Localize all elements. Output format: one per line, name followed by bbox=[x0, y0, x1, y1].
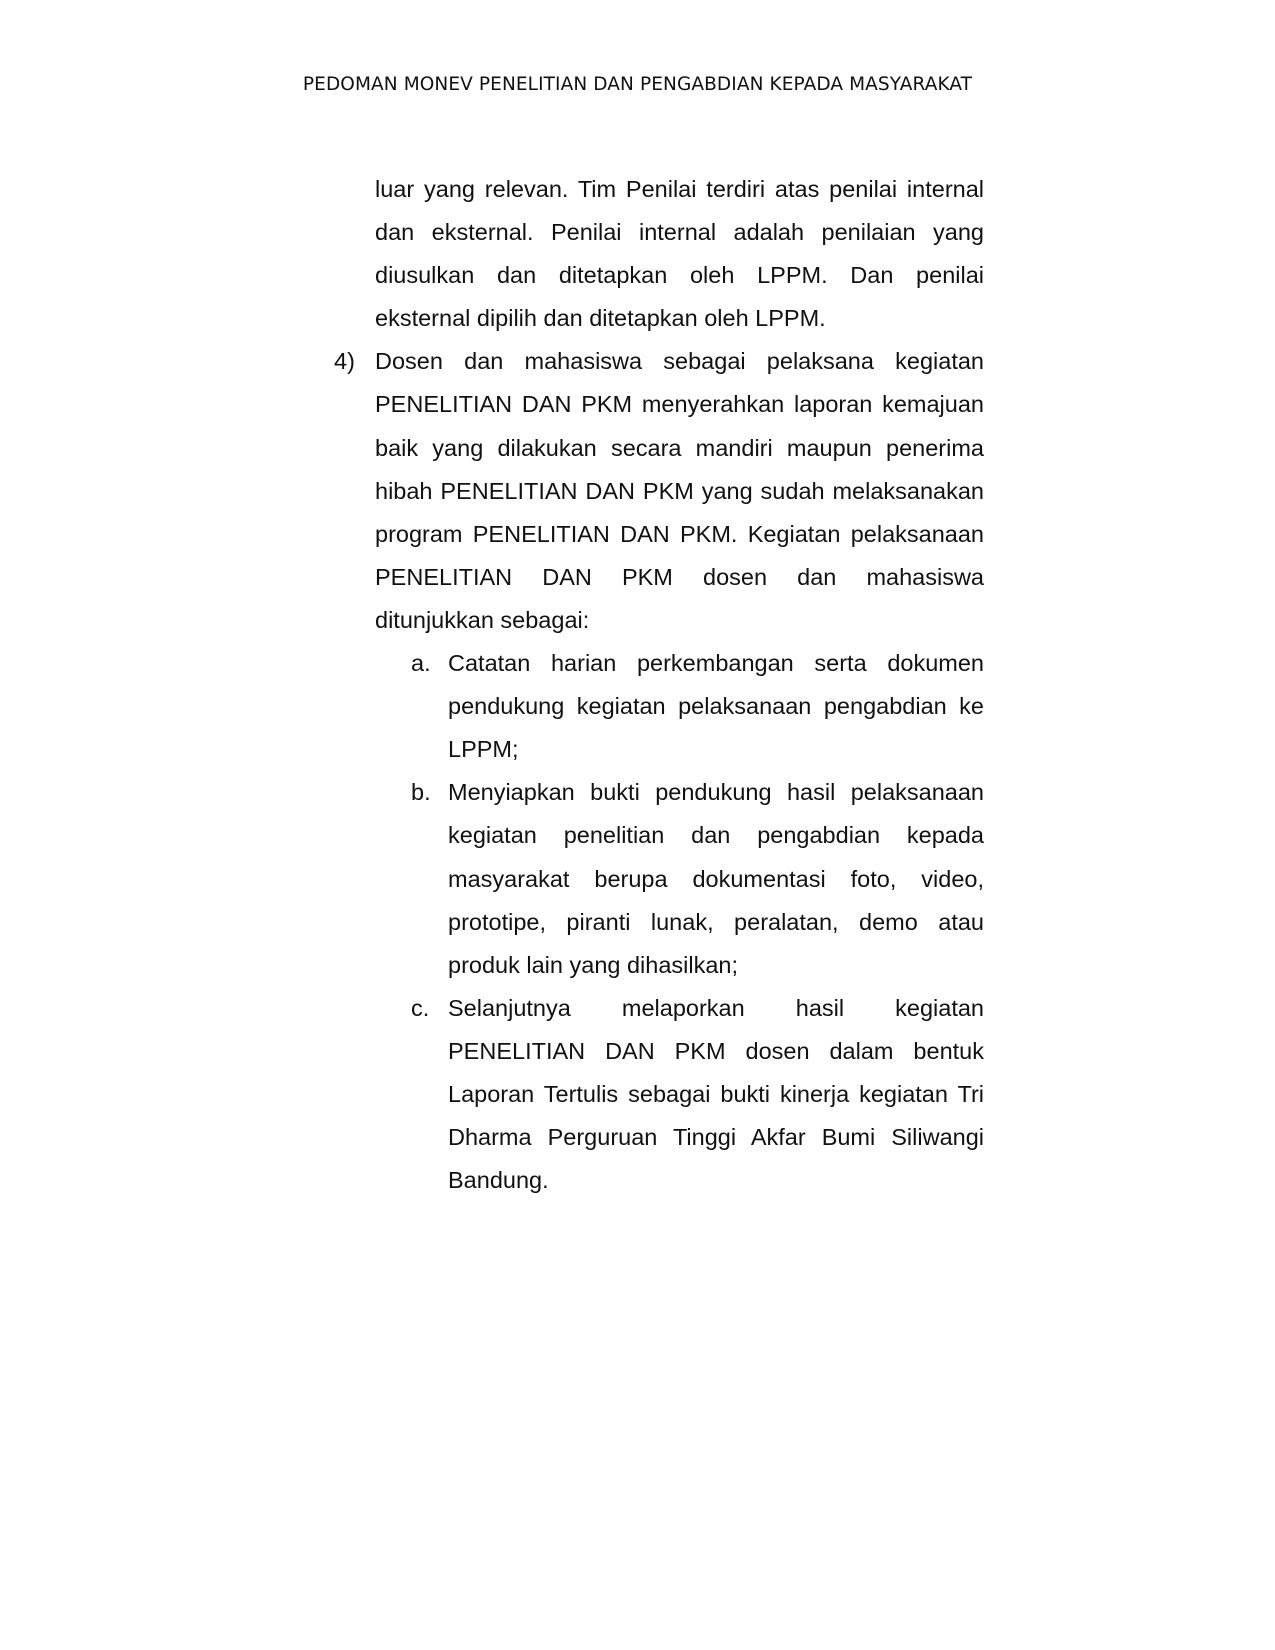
sub-item-c bbox=[334, 987, 984, 1202]
sub-item-text: Selanjutnya melaporkan hasil kegiatan PENELITIAN DAN PKM dosen dalam bentuk Laporan Tertulis sebagai bukti kinerja kegiatan Tri Dharma Perguruan Tinggi Akfar Bumi Siliwangi Bandung. bbox=[448, 994, 984, 1194]
list-item-number: 4) bbox=[334, 348, 355, 375]
sub-item-b bbox=[334, 771, 984, 986]
list-item-text: Dosen dan mahasiswa sebagai pelaksana kegiatan PENELITIAN DAN PKM menyerahkan laporan kemajuan baik yang dilakukan secara mandiri maupun penerima hibah PENELITIAN DAN PKM yang sudah melaksanakan program PENELITIAN DAN PKM. Kegiatan pelaksanaan PENELITIAN DAN PKM dosen dan mahasiswa ditunjukkan sebagai: bbox=[375, 348, 984, 633]
sub-item-text: Menyiapkan bukti pendukung hasil pelaksanaan kegiatan penelitian dan pengabdian kepada masyarakat berupa dokumentasi foto, video, prototipe, piranti lunak, peralatan, demo atau produk lain yang dihasilkan; bbox=[448, 779, 984, 978]
list-item-4 bbox=[334, 340, 984, 642]
sub-item-letter: a. bbox=[411, 650, 431, 677]
page-header: PEDOMAN MONEV PENELITIAN DAN PENGABDIAN KEPADA MASYARAKAT bbox=[302, 74, 973, 95]
continuation-paragraph: luar yang relevan. Tim Penilai terdiri atas penilai internal dan eksternal. Penilai internal adalah penilaian yang diusulkan dan ditetapkan oleh LPPM. Dan penilai eksternal dipilih dan ditetapkan oleh LPPM. bbox=[375, 176, 984, 332]
sub-list bbox=[334, 642, 984, 1202]
document-body bbox=[334, 168, 984, 1202]
sub-item-letter: b. bbox=[411, 779, 431, 806]
sub-item-letter: c. bbox=[411, 994, 430, 1021]
sub-item-text: Catatan harian perkembangan serta dokumen pendukung kegiatan pelaksanaan pengabdian ke LPPM; bbox=[448, 650, 984, 763]
sub-item-a bbox=[334, 642, 984, 771]
